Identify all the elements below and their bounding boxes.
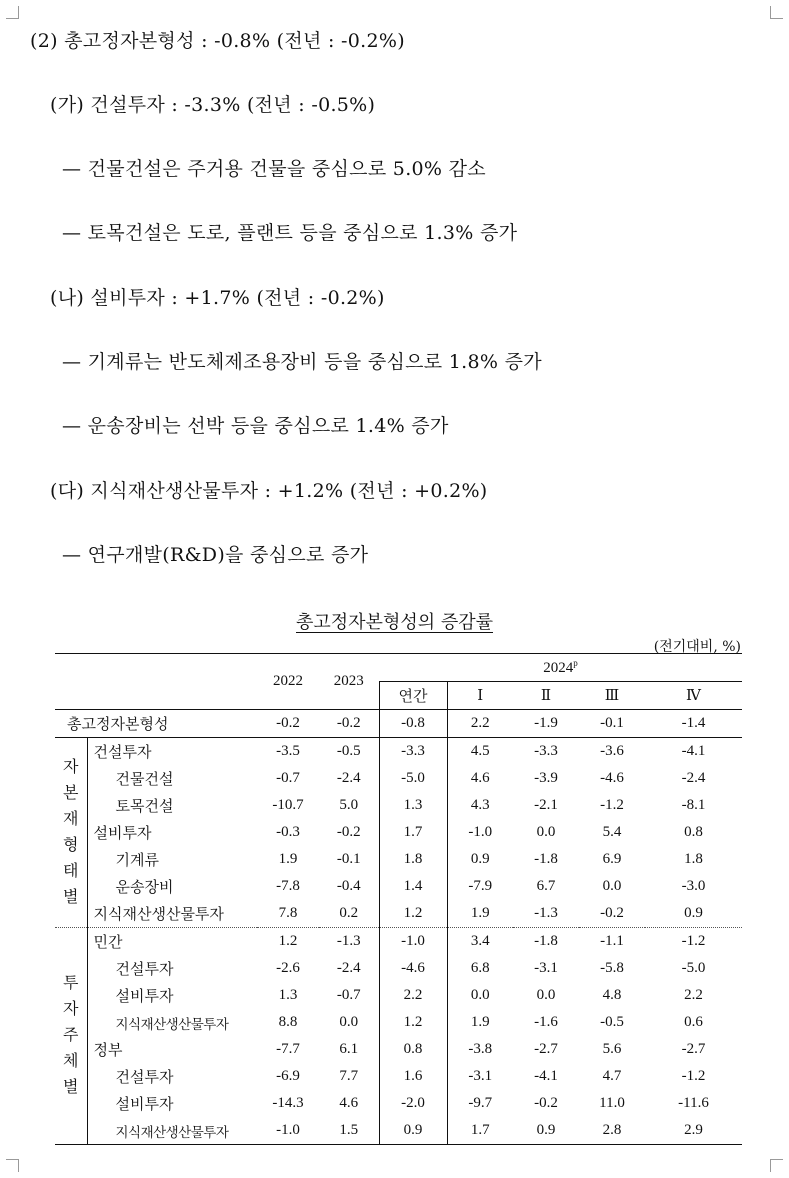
header-2022: 2022 [257,654,319,710]
table-cell: 0.0 [602,878,622,894]
header-2024: 2024$^p$ [379,654,742,682]
table-cell: -11.6 [678,1095,709,1111]
table-cell: -2.7 [534,1041,558,1057]
table-cell: 4.8 [602,987,622,1003]
table-cell: 0.9 [470,851,490,867]
group-label-investor: 투자주체별 [55,928,87,1145]
page-corner-mark [770,6,783,19]
page-corner-mark [770,1159,783,1172]
header-q2: Ⅱ [540,688,552,704]
table-cell: 1.9 [470,1014,490,1030]
bullet-item: — 연구개발(R&D)을 중심으로 증가 [62,544,369,566]
table-row [55,928,742,956]
table-cell: 1.2 [257,928,319,956]
table-row [55,819,742,846]
table-cell: 4.6 [470,770,490,786]
table-cell: -5.0 [379,765,447,792]
table-cell: 2.8 [579,1117,645,1145]
table-row [55,792,742,819]
table-row [55,873,742,900]
page-corner-mark [6,6,19,19]
table-row [55,900,742,928]
table-cell: -1.9 [513,710,579,738]
header-blank [55,654,257,710]
row-label: 건설투자 [115,962,174,978]
table-cell: 4.3 [470,797,490,813]
table-cell: -5.8 [600,960,624,976]
table-cell: 0.9 [684,905,703,921]
table-cell: -1.1 [579,928,645,956]
table-cell: 0.6 [684,1014,703,1030]
bullet-item: — 기계류는 반도체제조용장비 등을 중심으로 1.8% 증가 [62,351,542,373]
table-cell: 6.1 [339,1041,359,1057]
row-label: 건설투자 [87,738,257,766]
table-cell: -0.5 [319,738,379,766]
table-cell: -4.6 [379,955,447,982]
table-cell: 6.9 [602,851,622,867]
row-label: 운송장비 [115,880,174,896]
table-cell: -1.0 [379,928,447,956]
table-cell: -5.0 [681,960,706,976]
row-label: 총고정자본형성 [55,710,257,738]
table-cell: 3.4 [447,928,513,956]
bullet-item: — 토목건설은 도로, 플랜트 등을 중심으로 1.3% 증가 [62,222,518,244]
table-cell: -4.1 [534,1068,558,1084]
table-cell: 2.2 [684,987,703,1003]
table-cell: -1.0 [257,1117,319,1145]
subsection-heading: (나) 설비투자 : +1.7% (전년 : -0.2%) [50,287,385,309]
table-cell: 4.7 [602,1068,622,1084]
subsection-heading: (가) 건설투자 : -3.3% (전년 : -0.5%) [50,94,376,116]
table-cell: -2.6 [276,960,300,976]
table-row [55,765,742,792]
table-cell: 6.7 [536,878,556,894]
table-cell: 0.9 [513,1117,579,1145]
table-cell: -9.7 [468,1095,493,1111]
table-cell: -0.2 [336,824,361,840]
row-label: 기계류 [115,853,159,869]
table-cell: 1.8 [379,846,447,873]
table-cell: 11.0 [599,1095,625,1111]
table-row [55,982,742,1009]
row-label: 민간 [87,928,257,956]
table-cell: -3.3 [379,738,447,766]
table-cell: 0.0 [536,987,556,1003]
table-cell: -3.1 [534,960,558,976]
table-cell: 1.7 [447,1117,513,1145]
table-cell: 1.9 [278,851,298,867]
table-cell: -0.5 [600,1014,624,1030]
table-cell: -1.2 [600,797,624,813]
table-cell: -1.2 [681,1068,706,1084]
table-cell: 1.9 [470,905,490,921]
table-cell: 0.8 [684,824,703,840]
table-cell: 2.2 [447,710,513,738]
table-cell: 7.8 [278,905,298,921]
bullet-item: — 건물건설은 주거용 건물을 중심으로 5.0% 감소 [62,158,486,180]
table-cell: 0.9 [379,1117,447,1145]
table-cell: -3.0 [681,878,706,894]
header-q3: Ⅲ [604,688,620,704]
table-row [55,1036,742,1063]
table-cell: -0.7 [276,770,300,786]
row-label: 건설투자 [115,1070,174,1086]
header-2023: 2023 [319,654,379,710]
table-cell: -0.7 [336,987,361,1003]
table-cell: -2.0 [379,1090,447,1117]
row-label: 설비투자 [93,826,152,842]
table-cell: -10.7 [272,797,304,813]
table-cell: 1.3 [379,792,447,819]
investment-growth-table [55,653,742,1145]
header-q4: Ⅳ [686,688,702,704]
table-cell: -1.3 [534,905,558,921]
table-cell: 4.5 [447,738,513,766]
table-cell: 1.5 [319,1117,379,1145]
table-row [55,1090,742,1117]
table-cell: 1.3 [278,987,298,1003]
table-cell: -0.4 [336,878,361,894]
table-cell: -6.9 [276,1068,300,1084]
table-cell: -7.7 [276,1041,300,1057]
row-label: 지식재산생산물투자 [115,1016,229,1032]
table-unit: (전기대비, %) [653,639,741,655]
table-cell: -3.6 [579,738,645,766]
table-cell: -2.4 [681,770,706,786]
table-row [55,1117,742,1145]
table-cell: -0.2 [534,1095,558,1111]
table-cell: 8.8 [278,1014,298,1030]
table-cell: -3.3 [513,738,579,766]
table-cell: 2.9 [645,1117,742,1145]
table-row [55,1009,742,1036]
table-cell: -0.1 [579,710,645,738]
table-cell: -0.3 [276,824,300,840]
table-title: 총고정자본형성의 증감률 [296,612,493,633]
table-cell: -3.1 [468,1068,493,1084]
table-cell: 1.8 [684,851,703,867]
table-cell: 5.0 [339,797,359,813]
table-cell: -1.4 [645,710,742,738]
table-cell: -8.1 [681,797,706,813]
row-label: 건물건설 [115,772,174,788]
header-q1: Ⅰ [477,688,484,704]
table-cell: -4.6 [600,770,624,786]
table-row [55,1063,742,1090]
table-cell: -0.8 [379,710,447,738]
table-cell: -1.8 [513,928,579,956]
table-cell: 5.6 [602,1041,622,1057]
header-annual: 연간 [379,682,447,710]
table-cell: -2.4 [336,770,361,786]
table-cell: 2.2 [379,982,447,1009]
table-cell: 1.6 [379,1063,447,1090]
table-cell: 6.8 [470,960,490,976]
table-cell: -1.6 [534,1014,558,1030]
table-row [55,955,742,982]
row-label: 지식재산생산물투자 [87,1117,257,1145]
table-cell: -2.1 [534,797,558,813]
table-cell: -1.2 [645,928,742,956]
table-row [55,846,742,873]
row-label: 설비투자 [115,1097,174,1113]
row-label: 설비투자 [115,989,174,1005]
table-cell: -1.0 [468,824,493,840]
table-cell: -14.3 [272,1095,304,1111]
section-heading: (2) 총고정자본형성 : -0.8% (전년 : -0.2%) [30,30,405,52]
table-cell: -1.3 [319,928,379,956]
table-cell: 1.4 [379,873,447,900]
table-cell: 0.8 [379,1036,447,1063]
table-row-total [55,710,742,738]
row-label: 지식재산생산물투자 [93,907,224,923]
table-cell: 0.0 [536,824,556,840]
table-cell: 1.2 [379,1009,447,1036]
table-cell: 0.0 [339,1014,359,1030]
table-cell: -1.8 [534,851,558,867]
table-cell: 1.2 [379,900,447,928]
table-cell: -3.8 [468,1041,493,1057]
group-label-capital-type: 자본재형태별 [55,738,87,928]
table-cell: 1.7 [379,819,447,846]
table-cell: -0.1 [336,851,361,867]
table-cell: 0.2 [339,905,359,921]
table-cell: -3.9 [534,770,558,786]
table-cell: -7.9 [468,878,493,894]
bullet-item: — 운송장비는 선박 등을 중심으로 1.4% 증가 [62,415,449,437]
row-label: 정부 [93,1043,123,1059]
page-corner-mark [6,1159,19,1172]
table-cell: 7.7 [339,1068,359,1084]
table-cell: 0.0 [470,987,490,1003]
table-cell: -0.2 [319,710,379,738]
table-cell: -4.1 [645,738,742,766]
table-row [55,738,742,766]
table-cell: 4.6 [339,1095,359,1111]
row-label: 토목건설 [115,799,174,815]
subsection-heading: (다) 지식재산생산물투자 : +1.2% (전년 : +0.2%) [50,480,488,502]
table-cell: -3.5 [257,738,319,766]
table-cell: -7.8 [276,878,300,894]
table-cell: 5.4 [602,824,622,840]
table-cell: -0.2 [257,710,319,738]
table-cell: -0.2 [600,905,624,921]
table-cell: -2.7 [681,1041,706,1057]
table-cell: -2.4 [336,960,361,976]
